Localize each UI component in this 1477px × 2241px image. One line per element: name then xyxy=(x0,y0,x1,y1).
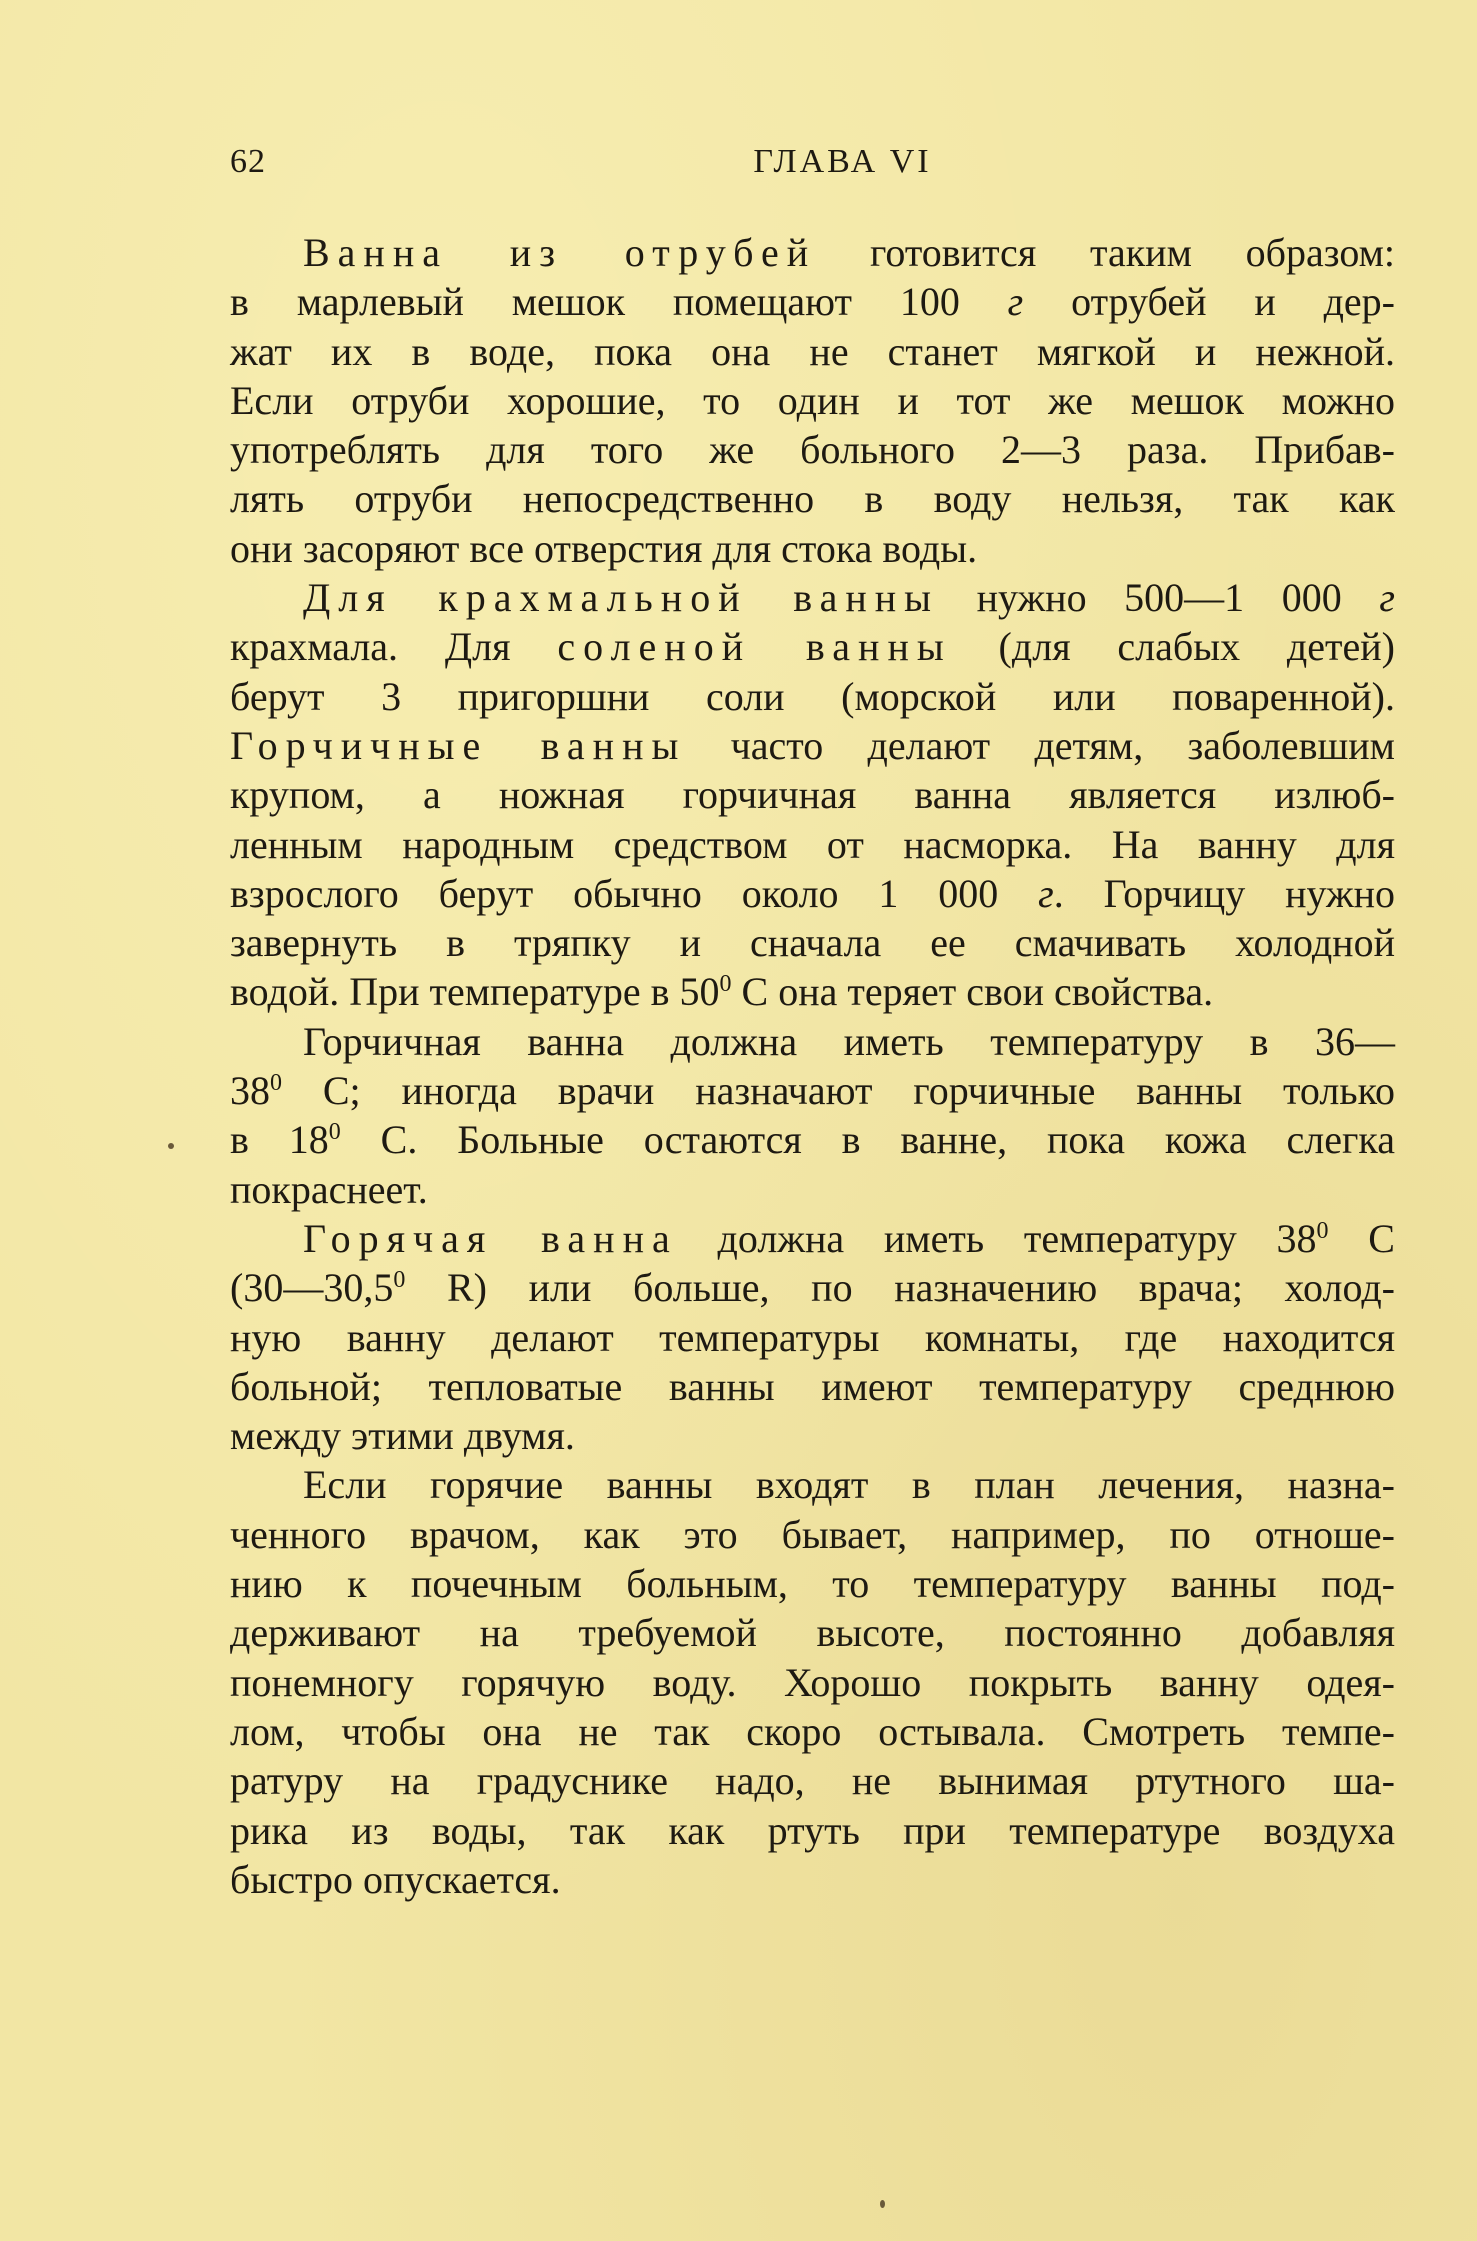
text-line xyxy=(230,1313,1395,1362)
degree-superscript: 0 xyxy=(270,1070,282,1097)
chapter-title: ГЛАВА VI xyxy=(753,143,932,180)
text-line xyxy=(230,228,1395,277)
text-line xyxy=(230,1756,1395,1805)
text-run: отрубей и дер- xyxy=(1023,279,1395,325)
degree-superscript: 0 xyxy=(393,1267,406,1294)
text-line xyxy=(230,474,1395,523)
text-run: в 18 xyxy=(230,1117,329,1163)
degree-superscript: 0 xyxy=(1316,1217,1329,1244)
text-run: между этими двумя. xyxy=(230,1413,575,1459)
body-text xyxy=(230,228,1395,1904)
text-run: 38 xyxy=(230,1068,270,1114)
text-line xyxy=(230,524,1395,573)
paragraph xyxy=(230,228,1395,573)
text-line xyxy=(230,1115,1395,1164)
text-run: понемногу горячую воду. Хорошо покрыть ванну одея- xyxy=(230,1659,1395,1705)
running-head xyxy=(230,143,1395,183)
text-run: нужно 500—1 000 xyxy=(939,575,1380,621)
text-run: Если горячие ванны входят в план лечения, назна- xyxy=(303,1462,1395,1508)
text-line xyxy=(230,869,1395,918)
text-run: крупом, а ножная горчичная ванна является излюб- xyxy=(230,772,1395,818)
text-run: (30—30,5 xyxy=(230,1265,394,1311)
text-line xyxy=(230,376,1395,425)
text-run: берут 3 пригоршни соли (морской или поваренной). xyxy=(230,673,1395,719)
text-line xyxy=(230,1707,1395,1756)
paragraph xyxy=(230,573,1395,1017)
text-run: лять отруби непосредственно в воду нельзя, так как xyxy=(230,476,1395,522)
spaced-term: Горячая ванна xyxy=(303,1215,678,1261)
text-run: завернуть в тряпку и сначала ее смачивать холодной xyxy=(230,920,1395,966)
text-line xyxy=(230,721,1395,770)
text-run: водой. При температуре в 50 xyxy=(230,969,720,1015)
text-run: С; иногда врачи назначают горчичные ванны только xyxy=(282,1068,1395,1114)
text-line xyxy=(230,1017,1395,1066)
spaced-term: Ванна из отрубей xyxy=(303,230,817,275)
text-line xyxy=(230,425,1395,474)
text-line xyxy=(230,1608,1395,1657)
text-run: покраснеет. xyxy=(230,1166,428,1212)
text-run: часто делают детям, заболевшим xyxy=(686,722,1395,768)
degree-superscript: 0 xyxy=(719,971,732,998)
text-line xyxy=(230,820,1395,869)
spaced-term: соленой ванны xyxy=(557,624,952,670)
text-run: взрослого берут обычно около 1 000 xyxy=(230,870,1039,916)
text-run: они засоряют все отверстия для стока воды. xyxy=(230,525,978,571)
text-run: быстро опускается. xyxy=(230,1856,561,1902)
text-line xyxy=(230,967,1395,1016)
paragraph xyxy=(230,1214,1395,1460)
text-run: Если отруби хорошие, то один и тот же мешок можно xyxy=(230,377,1395,423)
text-run: жат их в воде, пока она не станет мягкой и нежной. xyxy=(230,328,1395,374)
text-line xyxy=(230,573,1395,622)
degree-superscript: 0 xyxy=(328,1119,341,1146)
text-line xyxy=(230,1362,1395,1411)
text-run: должна иметь температуру 38 xyxy=(677,1215,1317,1261)
page-number: 62 xyxy=(230,143,266,180)
paragraph xyxy=(230,1017,1395,1214)
text-line xyxy=(230,327,1395,376)
text-run: ратуру на градуснике надо, не вынимая ртутного ша- xyxy=(230,1758,1395,1804)
text-line xyxy=(230,1510,1395,1559)
text-run: R) или больше, по назначению врача; холод- xyxy=(405,1265,1395,1311)
text-run: ченного врачом, как это бывает, например, по отноше- xyxy=(230,1511,1395,1557)
text-line xyxy=(230,1165,1395,1214)
text-run: рика из воды, так как ртуть при температуре воздуха xyxy=(230,1807,1395,1853)
text-line xyxy=(230,1460,1395,1509)
text-run: готовится таким образом: xyxy=(816,230,1396,275)
text-run: лом, чтобы она не так скоро остывала. Смотреть темпе- xyxy=(230,1708,1395,1754)
text-run: больной; тепловатые ванны имеют температуру среднюю xyxy=(230,1363,1395,1409)
text-line xyxy=(230,1411,1395,1460)
text-run: С xyxy=(1328,1215,1395,1261)
text-line xyxy=(230,1066,1395,1115)
text-line xyxy=(230,672,1395,721)
text-line xyxy=(230,1806,1395,1855)
text-run: (для слабых детей) xyxy=(951,624,1395,670)
text-run: С она теряет свои свойства. xyxy=(731,969,1214,1015)
paragraph xyxy=(230,1460,1395,1904)
text-run: . Горчицу нужно xyxy=(1053,870,1395,916)
unit-abbreviation: г xyxy=(1379,575,1396,621)
text-run: ную ванну делают температуры комнаты, где находится xyxy=(230,1314,1395,1360)
text-line xyxy=(230,1658,1395,1707)
text-line xyxy=(230,1559,1395,1608)
text-run: в марлевый мешок помещают 100 xyxy=(230,279,1008,325)
text-line xyxy=(230,918,1395,967)
text-run: держивают на требуемой высоте, постоянно добавляя xyxy=(230,1610,1395,1656)
text-run: С. Больные остаются в ванне, пока кожа слегка xyxy=(340,1117,1395,1163)
text-line xyxy=(230,277,1395,326)
ink-speck xyxy=(168,1143,174,1149)
text-run: употреблять для того же больного 2—3 раза. Прибав- xyxy=(230,427,1395,473)
text-run: нию к почечным больным, то температуру ванны под- xyxy=(230,1561,1395,1607)
text-run: крахмала. Для xyxy=(230,624,558,670)
text-line xyxy=(230,770,1395,819)
spaced-term: Горчичные ванны xyxy=(230,722,687,768)
spaced-term: Для крахмальной ванны xyxy=(303,575,940,621)
text-line xyxy=(230,1263,1395,1312)
unit-abbreviation: г xyxy=(1038,870,1054,916)
ink-speck xyxy=(880,2200,885,2208)
unit-abbreviation: г xyxy=(1007,279,1024,325)
text-run: ленным народным средством от насморка. На ванну для xyxy=(230,821,1395,867)
text-line xyxy=(230,1214,1395,1263)
text-run: Горчичная ванна должна иметь температуру в 36— xyxy=(303,1018,1395,1064)
text-line xyxy=(230,622,1395,671)
text-line xyxy=(230,1855,1395,1904)
